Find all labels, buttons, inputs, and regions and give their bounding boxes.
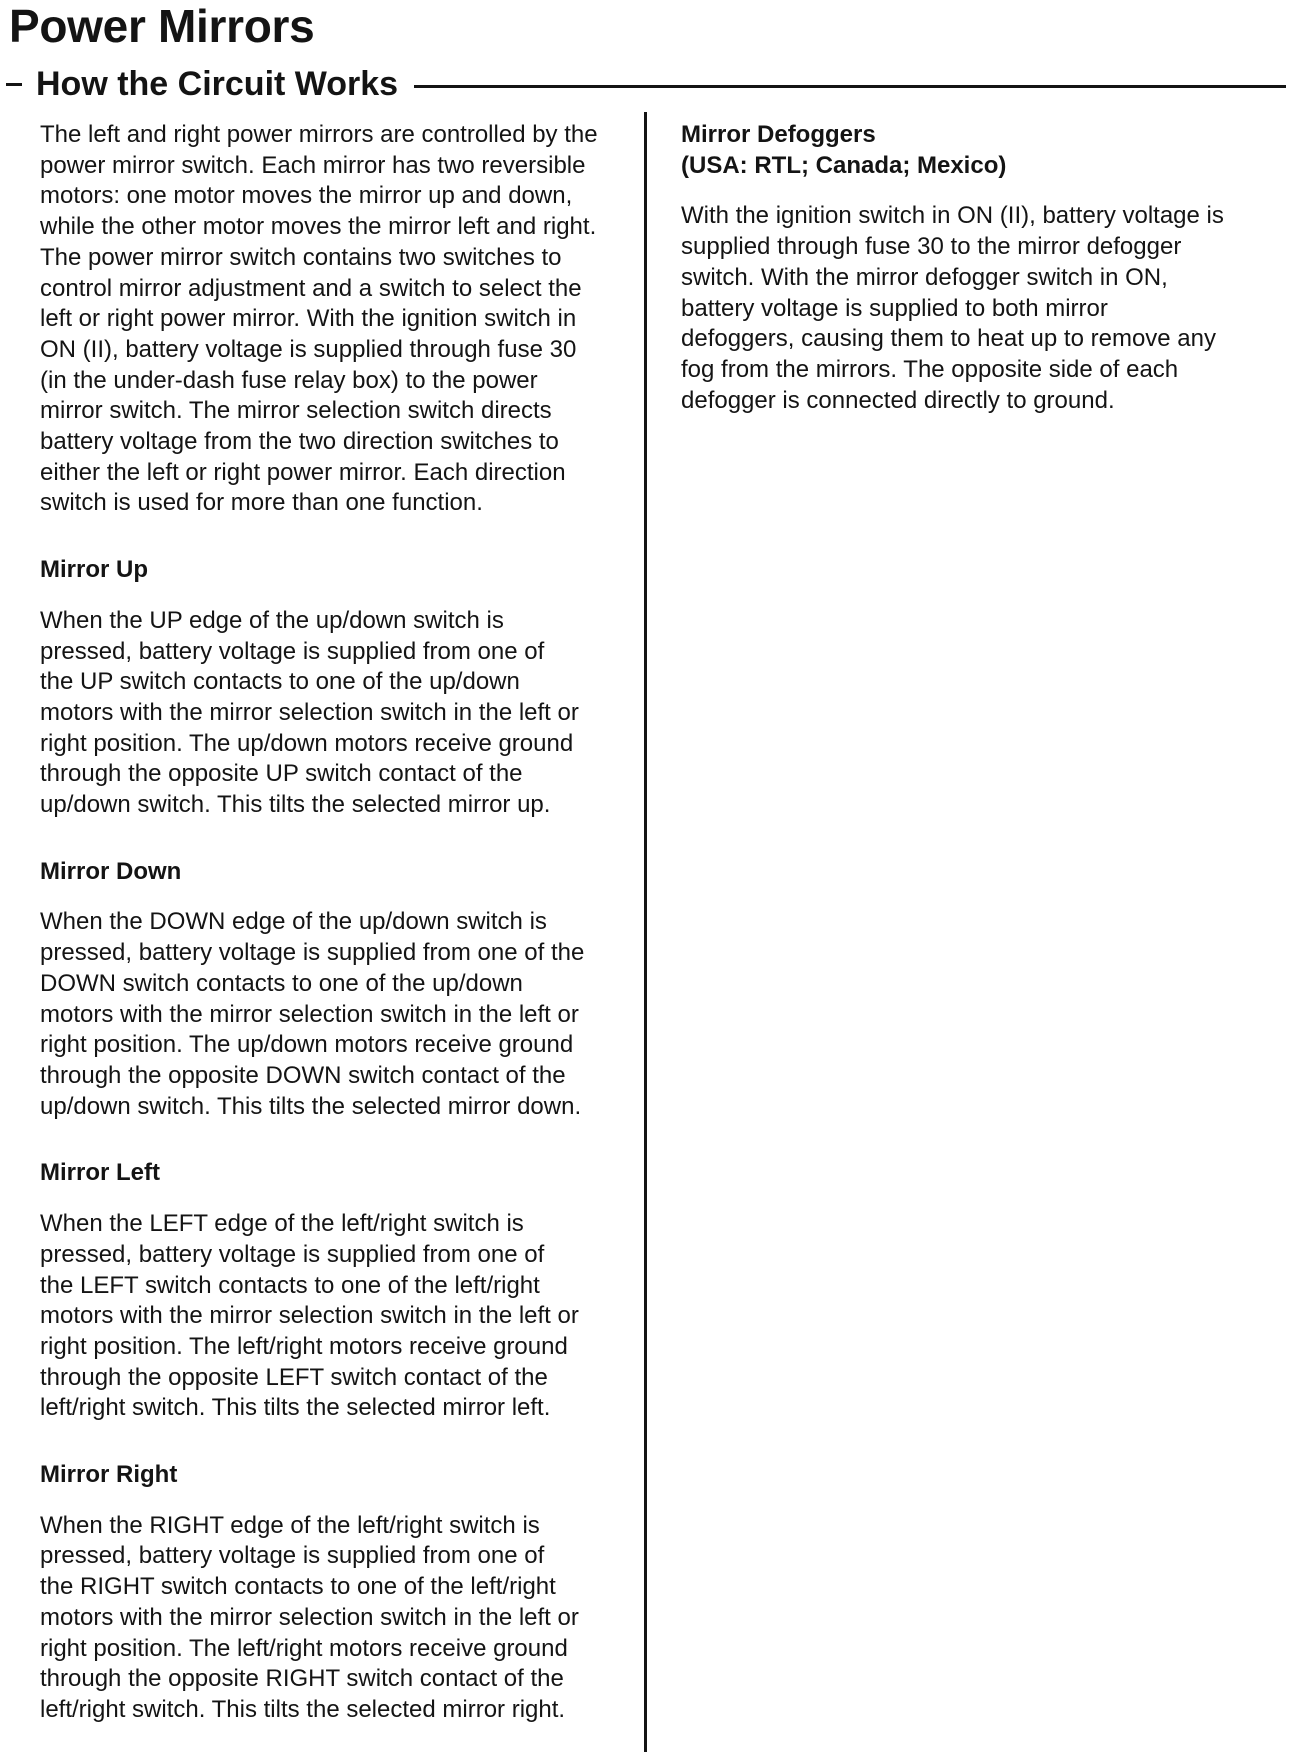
- mirror-up-heading: Mirror Up: [40, 556, 148, 584]
- right-column: [681, 120, 1281, 416]
- mirror-defoggers-paragraph: With the ignition switch in ON (II), battery voltage is supplied through fuse 30 to the mirror defogger switch. With the mirror defogger switch in ON, battery voltage is supplied to both mirror defoggers, causing them to heat up to remove any fog from the mirrors. The opposite side of each defogger is connected directly to ground.: [681, 202, 1224, 414]
- intro-paragraph: The left and right power mirrors are controlled by the power mirror switch. Each mirror has two reversible motors: one motor moves the mirror up and down, while the other motor moves the mirror left and right. The power mirror switch contains two switches to control mirror adjustment and a switch to select the left or right power mirror. With the ignition switch in ON (II), battery voltage is supplied through fuse 30 (in the under-dash fuse relay box) to the power mirror switch. The mirror selection switch directs battery voltage from the two direction switches to either the left or right power mirror. Each direction switch is used for more than one function.: [40, 121, 598, 517]
- page-title: Power Mirrors: [9, 0, 315, 52]
- header-dash: [6, 83, 22, 86]
- mirror-defoggers-heading: Mirror Defoggers (USA: RTL; Canada; Mexico): [681, 121, 1007, 179]
- mirror-left-heading: Mirror Left: [40, 1159, 160, 1187]
- mirror-right-paragraph: When the RIGHT edge of the left/right switch is pressed, battery voltage is supplied from one of the RIGHT switch contacts to one of the left/right motors with the mirror selection switch in the left or right position. The left/right motors receive ground through the opposite RIGHT switch contact of the left/right switch. This tilts the selected mirror right.: [40, 1511, 579, 1723]
- section-header: [6, 62, 1286, 106]
- mirror-down-heading: Mirror Down: [40, 857, 182, 885]
- mirror-left-paragraph: When the LEFT edge of the left/right switch is pressed, battery voltage is supplied from one of the LEFT switch contacts to one of the left/right motors with the mirror selection switch in the left or right position. The left/right motors receive ground through the opposite LEFT switch contact of the left/right switch. This tilts the selected mirror left.: [40, 1210, 579, 1422]
- mirror-up-paragraph: When the UP edge of the up/down switch is pressed, battery voltage is supplied from one of the UP switch contacts to one of the up/down motors with the mirror selection switch in the left or right position. The up/down motors receive ground through the opposite UP switch contact of the up/down switch. This tilts the selected mirror up.: [40, 606, 579, 819]
- left-column: [40, 120, 640, 1726]
- section-subtitle: How the Circuit Works: [36, 65, 399, 103]
- mirror-right-heading: Mirror Right: [40, 1461, 178, 1489]
- mirror-down-paragraph: When the DOWN edge of the up/down switch is pressed, battery voltage is supplied from one of the DOWN switch contacts to one of the up/down motors with the mirror selection switch in the left or right position. The up/down motors receive ground through the opposite DOWN switch contact of the up/down switch. This tilts the selected mirror down.: [40, 908, 585, 1120]
- header-rule: [414, 85, 1286, 88]
- column-divider: [644, 112, 647, 1752]
